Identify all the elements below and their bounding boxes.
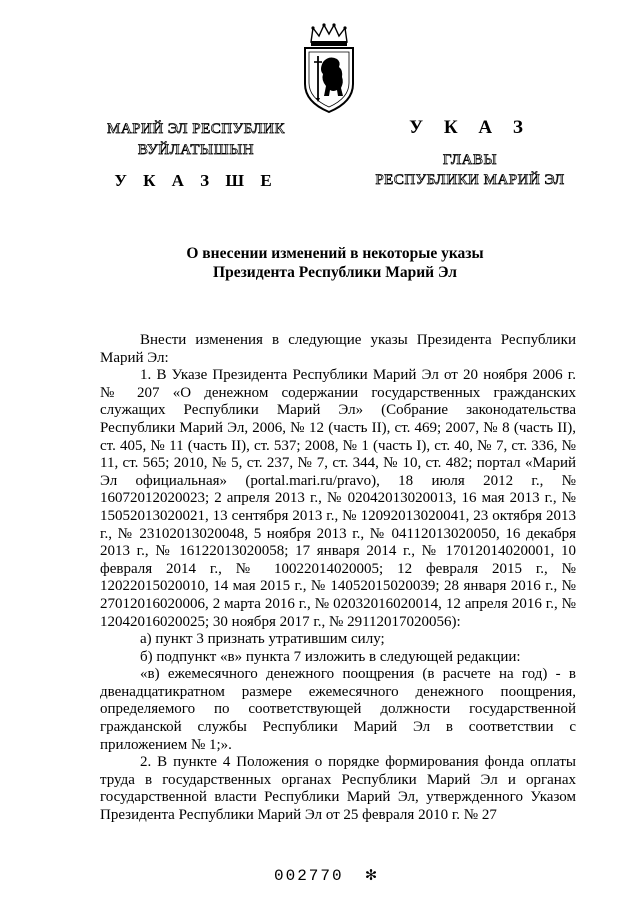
paragraph: 2. В пункте 4 Положения о порядке формирования фонда оплаты труда в государственных органах Республики Марий Эл и органах государственной власти Республики Марий Эл, утвержденного Указом Президента Республики Марий Эл от 25 февраля 2010 г. № 27 [100, 754, 576, 824]
header-left-title: У К А З Ш Е [114, 171, 278, 190]
paragraph: а) пункт 3 признать утратившим силу; [140, 631, 385, 648]
header-left-line1: МАРИЙ ЭЛ РЕСПУБЛИК [106, 121, 286, 137]
header-right-line3: РЕСПУБЛИКИ МАРИЙ ЭЛ [375, 172, 565, 188]
asterisk-mark: ✻ [365, 866, 379, 886]
paragraph: 1. В Указе Президента Республики Марий Эл от 20 ноября 2006 г. № 207 «О денежном содержании государственных гражданских служащих Республики Марий Эл» (Собрание законодательства Республики Марий Эл, 2006, № 12 (часть II), ст. 469; 2007, № 8 (часть II), ст. 405, № 11 (часть II), ст. 537; 2008, № 1 (часть I), ст. 40, № 7, ст. 336, № 11, ст. 565; 2010, № 5, ст. 237, № 7, ст. 344, № 10, ст. 482; портал «Марий Эл официальная» (portal.mari.ru/pravo), 18 июля 2012 г., № 16072012020023; 2 апреля 2013 г., № 02042013020013, 16 мая 2013 г., № 15052013020021, 13 сентября 2013 г., № 12092013020041, 23 октября 2013 г., № 23102013020048, 5 ноября 2013 г., № 04112013020050, 16 декабря 2013 г., № 16122013020058; 17 января 2014 г., № 17012014020001, 10 февраля 2014 г., № 10022014020005; 12 февраля 2015 г., № 12022015020010, 14 мая 2015 г., № 14052015020039; 28 января 2016 г., № 27012016020006, 2 марта 2016 г., № 02032016020014, 12 апреля 2016 г., № 12042016020025; 30 ноября 2017 г., № 29112017020056): [100, 367, 576, 630]
document-title-line1: О внесении изменений в некоторые указы [186, 245, 484, 262]
paragraph: «в) ежемесячного денежного поощрения (в расчете на год) - в двенадцатикратном размере ежемесячного денежного поощрения, определяемого по соответствующей должности государственной гражданской службы Республики Марий Эл в соответствии с приложением № 1;». [100, 666, 576, 753]
header-right-title: У К А З [409, 117, 531, 138]
paragraph: б) подпункт «в» пункта 7 изложить в следующей редакции: [140, 648, 521, 665]
document-body [100, 332, 576, 825]
document-serial-number [274, 864, 378, 886]
header-right-line2: ГЛАВЫ [442, 152, 498, 168]
coat-of-arms-icon [299, 22, 359, 114]
paragraph: Внести изменения в следующие указы Президента Республики Марий Эл: [100, 332, 576, 366]
header-left-line2: ВУЙЛАТЫШЫН [137, 142, 255, 158]
document-title-line2: Президента Республики Марий Эл [213, 264, 457, 281]
serial-number: 002770 [274, 867, 344, 885]
